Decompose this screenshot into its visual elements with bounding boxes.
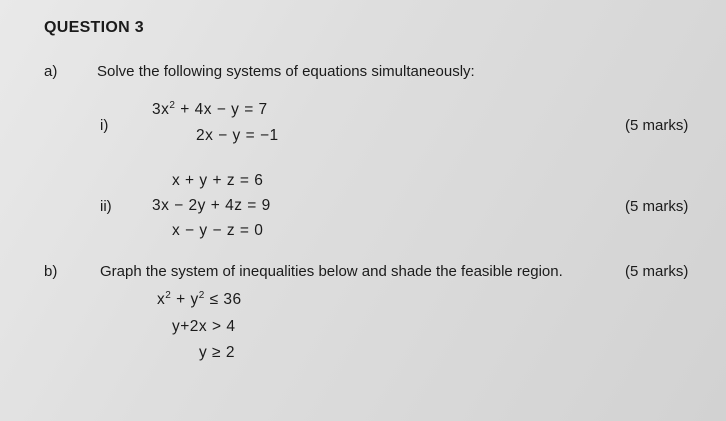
part-a-label: a) — [44, 63, 58, 80]
part-b-label: b) — [44, 263, 58, 280]
part-a-i-label: i) — [100, 117, 109, 134]
equation-a-ii-3: x − y − z = 0 — [172, 222, 264, 239]
part-b-instruction: Graph the system of inequalities below and shade the feasible region. — [100, 263, 563, 280]
equation-a-i-1: $3x^2 + 4x - y = 7$ — [152, 99, 268, 118]
inequality-2: y+2x > 4 — [172, 318, 236, 335]
equation-a-i-2: 2x − y = −1 — [196, 127, 279, 144]
inequality-1: $x^2 + y^2 \le 36$ — [157, 289, 242, 308]
part-a-instruction: Solve the following systems of equations simultaneously: — [97, 63, 475, 80]
equation-a-ii-2: 3x − 2y + 4z = 9 — [152, 197, 271, 214]
marks-b: (5 marks) — [625, 263, 689, 280]
question-title: QUESTION 3 — [44, 19, 144, 36]
marks-a-i: (5 marks) — [625, 117, 689, 134]
equation-a-ii-1: x + y + z = 6 — [172, 172, 264, 189]
inequality-3: y ≥ 2 — [199, 344, 235, 361]
part-a-ii-label: ii) — [100, 198, 112, 215]
marks-a-ii: (5 marks) — [625, 198, 689, 215]
